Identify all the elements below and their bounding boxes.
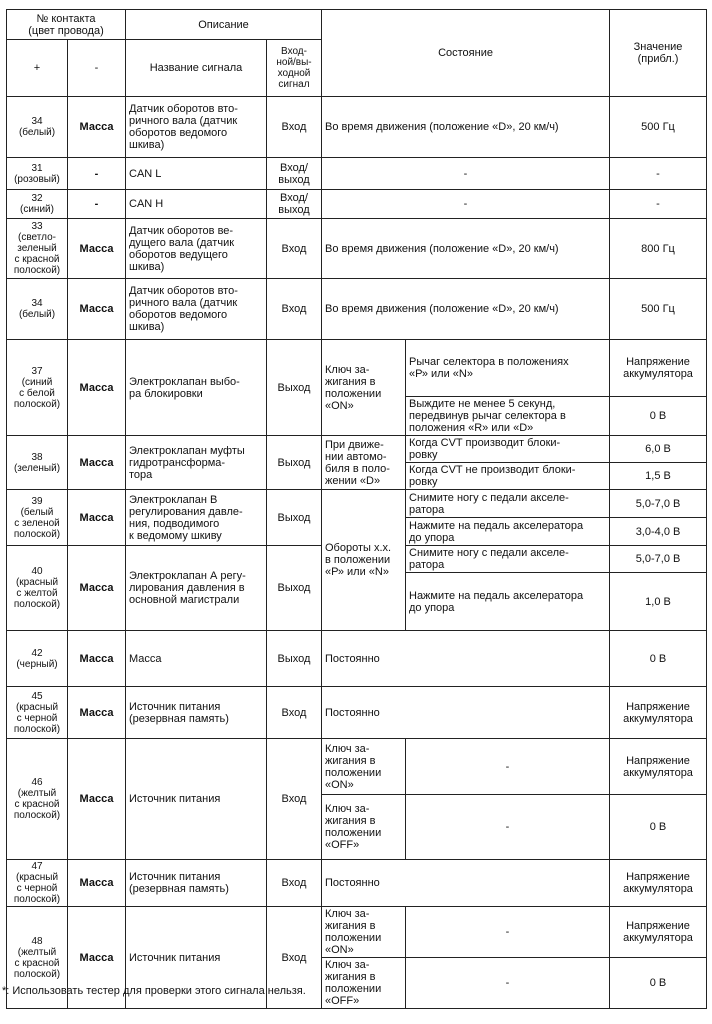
state-cell: Рычаг селектора в положениях «Р» или «N» xyxy=(406,340,610,397)
minus-cell: - xyxy=(68,158,126,190)
io-cell: Вход xyxy=(267,907,322,1009)
minus-cell: Масса xyxy=(68,436,126,490)
value-cell: Напряжение аккумулятора xyxy=(610,860,707,907)
minus-cell: Масса xyxy=(68,219,126,279)
minus-cell: Масса xyxy=(68,907,126,1009)
minus-cell: Масса xyxy=(68,631,126,687)
io-cell: Вход/ выход xyxy=(267,190,322,219)
minus-cell: Масса xyxy=(68,490,126,546)
signal-name-cell: Датчик оборотов вто- ричного вала (датчик оборотов ведомого шкива) xyxy=(126,97,267,158)
state-cell: Когда CVT производит блоки- ровку xyxy=(406,436,610,463)
header-minus: - xyxy=(68,40,126,97)
pin-cell: 38 (зеленый) xyxy=(7,436,68,490)
signal-name-cell: Электроклапан А регу- лирования давления в основной магистрали xyxy=(126,546,267,631)
pin-cell: 34 (белый) xyxy=(7,279,68,340)
value-cell: Напряжение аккумулятора xyxy=(610,340,707,397)
minus-cell: - xyxy=(68,190,126,219)
state-cell: Снимите ногу с педали акселе- ратора xyxy=(406,546,610,573)
signal-name-cell: Источник питания xyxy=(126,739,267,860)
table-row xyxy=(7,219,707,279)
signal-name-cell: Источник питания xyxy=(126,907,267,1009)
state-cell: - xyxy=(322,158,610,190)
table-row xyxy=(7,631,707,687)
header-row-1 xyxy=(7,10,707,40)
io-cell: Выход xyxy=(267,490,322,546)
value-cell: 0 В xyxy=(610,631,707,687)
signal-name-cell: Масса xyxy=(126,631,267,687)
document-page xyxy=(6,9,706,1009)
table-row xyxy=(7,436,707,463)
header-state: Состояние xyxy=(322,10,610,97)
io-cell: Выход xyxy=(267,546,322,631)
state-cell: - xyxy=(406,795,610,860)
state-cell: - xyxy=(322,190,610,219)
state-cell: Выждите не менее 5 секунд, передвинув рычаг селектора в положения «R» или «D» xyxy=(406,397,610,436)
io-cell: Вход xyxy=(267,279,322,340)
signal-name-cell: Электроклапан выбо- ра блокировки xyxy=(126,340,267,436)
footnote: *: Использовать тестер для проверки этого сигнала нельзя. xyxy=(2,985,306,997)
io-cell: Вход xyxy=(267,97,322,158)
condition-cell: Ключ за- жигания в положении «ON» xyxy=(322,907,406,958)
io-cell: Выход xyxy=(267,631,322,687)
condition-cell: Ключ за- жигания в положении «ON» xyxy=(322,739,406,795)
table-row xyxy=(7,340,707,397)
header-value: Значение (прибл.) xyxy=(610,10,707,97)
state-cell: Постоянно xyxy=(322,687,610,739)
value-cell: 6,0 В xyxy=(610,436,707,463)
state-cell: Снимите ногу с педали акселе- ратора xyxy=(406,490,610,518)
value-cell: 1,5 В xyxy=(610,463,707,490)
signal-name-cell: CAN L xyxy=(126,158,267,190)
header-io: Вход- ной/вы- ходной сигнал xyxy=(267,40,322,97)
condition-cell: Ключ за- жигания в положении «OFF» xyxy=(322,958,406,1009)
value-cell: 500 Гц xyxy=(610,279,707,340)
condition-cell: Обороты х.х. в положении «Р» или «N» xyxy=(322,490,406,631)
table-row xyxy=(7,907,707,958)
io-cell: Выход xyxy=(267,340,322,436)
state-cell: - xyxy=(406,907,610,958)
pin-cell: 46 (желтый с красной полоской) xyxy=(7,739,68,860)
value-cell: Напряжение аккумулятора xyxy=(610,907,707,958)
value-cell: 0 В xyxy=(610,397,707,436)
value-cell: - xyxy=(610,158,707,190)
io-cell: Вход/ выход xyxy=(267,158,322,190)
pin-cell: 42 (черный) xyxy=(7,631,68,687)
table-row xyxy=(7,190,707,219)
io-cell: Вход xyxy=(267,739,322,860)
pin-cell: 40 (красный с желтой полоской) xyxy=(7,546,68,631)
state-cell: Когда CVT не производит блоки- ровку xyxy=(406,463,610,490)
header-signal-name: Название сигнала xyxy=(126,40,267,97)
pin-cell: 33 (светло- зеленый с красной полоской) xyxy=(7,219,68,279)
signal-name-cell: Датчик оборотов вто- ричного вала (датчик оборотов ведомого шкива) xyxy=(126,279,267,340)
minus-cell: Масса xyxy=(68,739,126,860)
connector-pin-table xyxy=(6,9,707,1009)
condition-cell: Ключ за- жигания в положении «ON» xyxy=(322,340,406,436)
pin-cell: 31 (розовый) xyxy=(7,158,68,190)
table-row xyxy=(7,739,707,795)
io-cell: Вход xyxy=(267,219,322,279)
table-row xyxy=(7,687,707,739)
minus-cell: Масса xyxy=(68,279,126,340)
value-cell: 5,0-7,0 В xyxy=(610,490,707,518)
pin-cell: 37 (синий с белой полоской) xyxy=(7,340,68,436)
signal-name-cell: Источник питания (резервная память) xyxy=(126,687,267,739)
pin-cell: 39 (белый с зеленой полоской) xyxy=(7,490,68,546)
state-cell: - xyxy=(406,739,610,795)
value-cell: 3,0-4,0 В xyxy=(610,518,707,546)
state-cell: Во время движения (положение «D», 20 км/ч) xyxy=(322,97,610,158)
state-cell: Постоянно xyxy=(322,860,610,907)
state-cell: Во время движения (положение «D», 20 км/ч) xyxy=(322,279,610,340)
value-cell: 0 В xyxy=(610,795,707,860)
value-cell: 500 Гц xyxy=(610,97,707,158)
state-cell: Во время движения (положение «D», 20 км/ч) xyxy=(322,219,610,279)
table-row xyxy=(7,860,707,907)
table-row xyxy=(7,490,707,518)
value-cell: - xyxy=(610,190,707,219)
condition-cell: При движе- нии автомо- биля в поло- жении «D» xyxy=(322,436,406,490)
value-cell: Напряжение аккумулятора xyxy=(610,739,707,795)
value-cell: Напряжение аккумулятора xyxy=(610,687,707,739)
table-row xyxy=(7,158,707,190)
value-cell: 0 В xyxy=(610,958,707,1009)
signal-name-cell: CAN H xyxy=(126,190,267,219)
value-cell: 1,0 В xyxy=(610,573,707,631)
minus-cell: Масса xyxy=(68,860,126,907)
header-contact: № контакта (цвет провода) xyxy=(7,10,126,40)
pin-cell: 47 (красный с черной полоской) xyxy=(7,860,68,907)
value-cell: 5,0-7,0 В xyxy=(610,546,707,573)
state-cell: Постоянно xyxy=(322,631,610,687)
minus-cell: Масса xyxy=(68,546,126,631)
table-row xyxy=(7,97,707,158)
pin-cell: 48 (желтый с красной полоской) xyxy=(7,907,68,1009)
signal-name-cell: Электроклапан муфты гидротрансформа- тора xyxy=(126,436,267,490)
value-cell: 800 Гц xyxy=(610,219,707,279)
header-plus: + xyxy=(7,40,68,97)
signal-name-cell: Датчик оборотов ве- дущего вала (датчик оборотов ведущего шкива) xyxy=(126,219,267,279)
condition-cell: Ключ за- жигания в положении «OFF» xyxy=(322,795,406,860)
signal-name-cell: Электроклапан В регулирования давле- ния, подводимого к ведомому шкиву xyxy=(126,490,267,546)
state-cell: - xyxy=(406,958,610,1009)
header-description: Описание xyxy=(126,10,322,40)
table-body xyxy=(7,97,707,1009)
io-cell: Выход xyxy=(267,436,322,490)
io-cell: Вход xyxy=(267,687,322,739)
pin-cell: 32 (синий) xyxy=(7,190,68,219)
table-row xyxy=(7,279,707,340)
pin-cell: 34 (белый) xyxy=(7,97,68,158)
pin-cell: 45 (красный с черной полоской) xyxy=(7,687,68,739)
minus-cell: Масса xyxy=(68,340,126,436)
state-cell: Нажмите на педаль акселератора до упора xyxy=(406,518,610,546)
io-cell: Вход xyxy=(267,860,322,907)
signal-name-cell: Источник питания (резервная память) xyxy=(126,860,267,907)
state-cell: Нажмите на педаль акселератора до упора xyxy=(406,573,610,631)
minus-cell: Масса xyxy=(68,97,126,158)
minus-cell: Масса xyxy=(68,687,126,739)
